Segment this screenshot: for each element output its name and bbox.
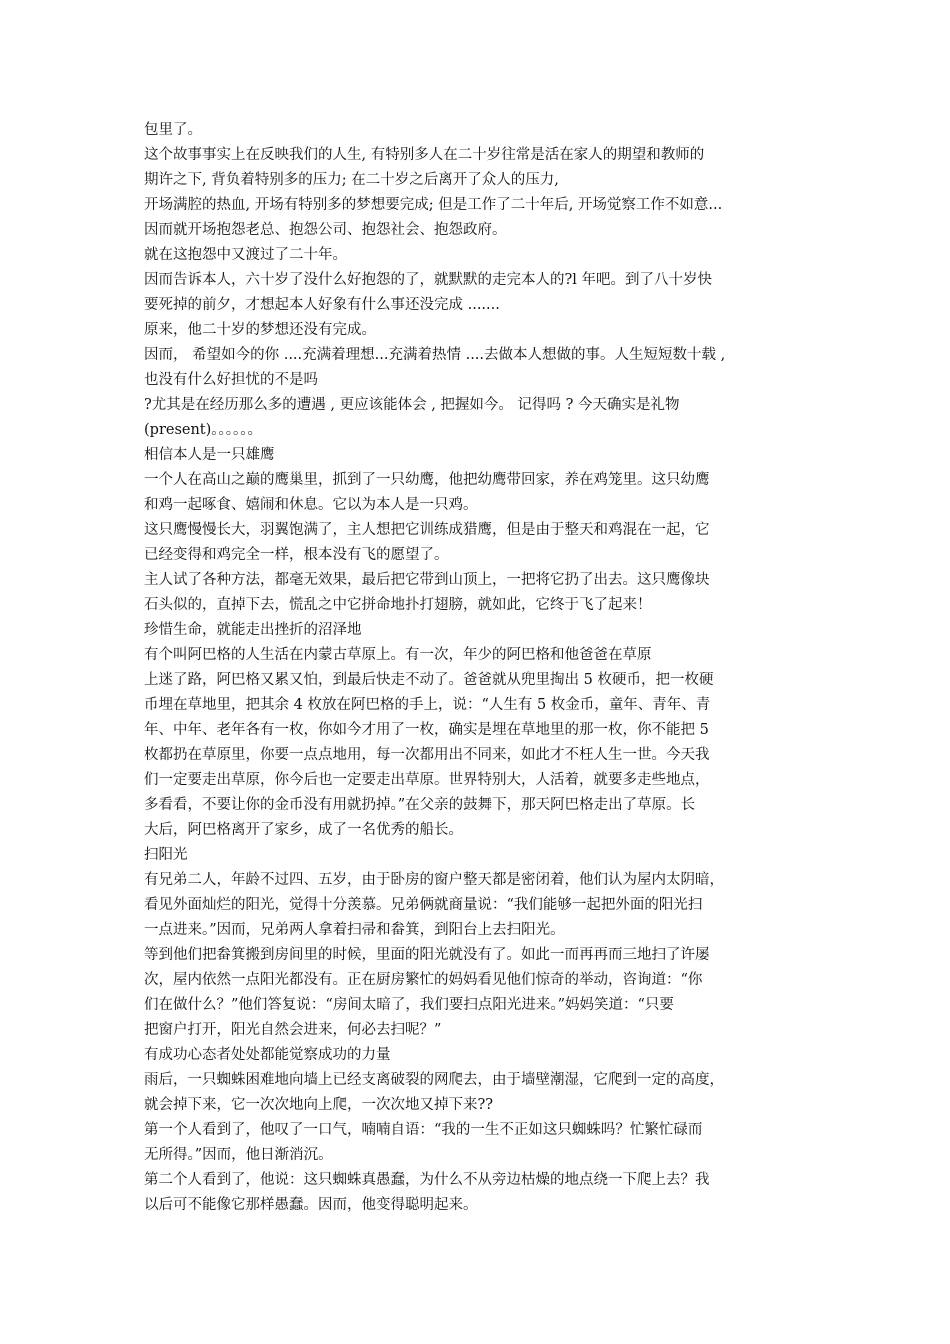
- text-line: 已经变得和鸡完全一样，根本没有飞的愿望了。: [144, 547, 449, 563]
- text-line: 要死掉的前夕，才想起本人好象有什么事还没完成 .......: [144, 297, 500, 313]
- text-line: 就会掉下来，它一次次地向上爬，一次次地又掉下来??: [144, 1097, 494, 1113]
- document-page: [144, 118, 809, 1218]
- text-line: 上迷了路，阿巴格又累又怕，到最后快走不动了。爸爸就从兜里掏出 5 枚硬币，把一枚硬: [144, 672, 714, 688]
- text-line: 币埋在草地里，把其余 4 枚放在阿巴格的手上，说：“人生有 5 枚金币，童年、青年、青: [144, 697, 711, 713]
- section-heading: 珍惜生命，就能走出挫折的沼泽地: [144, 622, 362, 638]
- text-line: 们一定要走出草原，你今后也一定要走出草原。世界特别大，人活着，就要多走些地点，: [144, 772, 710, 788]
- text-line: 雨后，一只蜘蛛困难地向墙上已经支离破裂的网爬去，由于墙壁潮湿，它爬到一定的高度，: [144, 1072, 724, 1088]
- text-line: 以后可不能像它那样愚蠢。因而，他变得聪明起来。: [144, 1197, 478, 1213]
- text-line: 主人试了各种方法，都毫无效果，最后把它带到山顶上，一把将它扔了出去。这只鹰像块: [144, 572, 710, 588]
- text-line: 原来，他二十岁的梦想还没有完成。: [144, 322, 376, 338]
- text-line: 多看看，不要让你的金币没有用就扔掉。”在父亲的鼓舞下，那天阿巴格走出了草原。长: [144, 797, 696, 813]
- text-line: 一个人在高山之巅的鹰巢里，抓到了一只幼鹰，他把幼鹰带回家，养在鸡笼里。这只幼鹰: [144, 472, 710, 488]
- text-line: 有兄弟二人，年龄不过四、五岁，由于卧房的窗户整天都是密闭着，他们认为屋内太阴暗，: [144, 872, 724, 888]
- text-line: 也没有什么好担忧的不是吗: [144, 372, 318, 388]
- text-line: 因而告诉本人，六十岁了没什么好抱怨的了，就默默的走完本人的?l 年吧。到了八十岁快: [144, 272, 713, 288]
- text-line: 这个故事事实上在反映我们的人生, 有特别多人在二十岁往常是活在家人的期望和教师的: [144, 147, 705, 163]
- section-heading: 扫阳光: [144, 847, 188, 863]
- text-line: 们在做什么？”他们答复说：“房间太暗了，我们要扫点阳光进来。”妈妈笑道：“只要: [144, 997, 674, 1013]
- section-heading: 有成功心态者处处都能觉察成功的力量: [144, 1047, 391, 1063]
- text-line: 包里了。: [144, 122, 202, 138]
- text-line: 一点进来。”因而，兄弟两人拿着扫帚和畚箕，到阳台上去扫阳光。: [144, 922, 565, 938]
- text-line: 石头似的，直掉下去，慌乱之中它拼命地扑打翅膀，就如此，它终于飞了起来！: [144, 597, 652, 613]
- text-line: 就在这抱怨中又渡过了二十年。: [144, 247, 347, 263]
- text-line: 无所得。”因而，他日渐消沉。: [144, 1147, 333, 1163]
- text-line: ?尤其是在经历那么多的遭遇 , 更应该能体会 , 把握如今。 记得吗 ? 今天确实是礼物: [144, 397, 680, 413]
- section-heading: 相信本人是一只雄鹰: [144, 447, 275, 463]
- text-line: 因而就开场抱怨老总、抱怨公司、抱怨社会、抱怨政府。: [144, 222, 507, 238]
- text-line: 次，屋内依然一点阳光都没有。正在厨房繁忙的妈妈看见他们惊奇的举动，咨询道：“你: [144, 972, 703, 988]
- text-line: 把窗户打开，阳光自然会进来，何必去扫呢？”: [144, 1022, 442, 1038]
- text-line: 开场满腔的热血, 开场有特别多的梦想要完成; 但是工作了二十年后, 开场觉察工作不如意...: [144, 197, 723, 213]
- text-line: 等到他们把畚箕搬到房间里的时候，里面的阳光就没有了。如此一而再再而三地扫了许屡: [144, 947, 710, 963]
- text-line: 期许之下, 背负着特别多的压力; 在二十岁之后离开了众人的压力,: [144, 172, 559, 188]
- text-line: 年、中年、老年各有一枚，你如今才用了一枚，确实是埋在草地里的那一枚，你不能把 5: [144, 722, 709, 738]
- text-line: 这只鹰慢慢长大，羽翼饱满了，主人想把它训练成猎鹰，但是由于整天和鸡混在一起，它: [144, 522, 710, 538]
- text-line: 大后，阿巴格离开了家乡，成了一名优秀的船长。: [144, 822, 463, 838]
- text-line: 第二个人看到了，他说：这只蜘蛛真愚蠢，为什么不从旁边枯燥的地点绕一下爬上去？我: [144, 1172, 710, 1188]
- text-line: 看见外面灿烂的阳光，觉得十分羡慕。兄弟俩就商量说：“我们能够一起把外面的阳光扫: [144, 897, 703, 913]
- text-line: (present)。。。。。。: [144, 422, 263, 438]
- text-line: 因而， 希望如今的你 ....充满着理想...充满着热情 ....去做本人想做的事。人生短短数十载 ,: [144, 347, 726, 363]
- text-line: 和鸡一起啄食、嬉闹和休息。它以为本人是一只鸡。: [144, 497, 478, 513]
- text-line: 枚都扔在草原里，你要一点点地用，每一次都用出不同来，如此才不枉人生一世。今天我: [144, 747, 710, 763]
- text-line: 有个叫阿巴格的人生活在内蒙古草原上。有一次，年少的阿巴格和他爸爸在草原: [144, 647, 652, 663]
- text-line: 第一个人看到了，他叹了一口气，喃喃自语：“我的一生不正如这只蜘蛛吗？忙繁忙碌而: [144, 1122, 703, 1138]
